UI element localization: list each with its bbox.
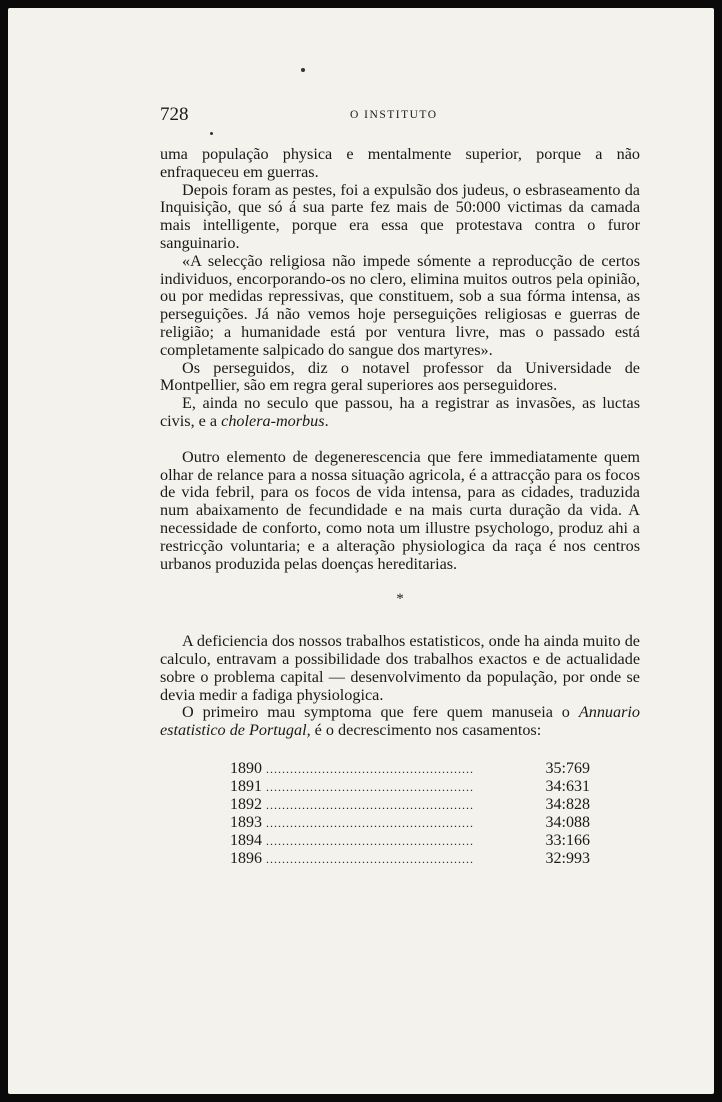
table-row: [230, 760, 590, 778]
paragraph: Os perseguidos, diz o notavel professor da Universidade de Montpellier, são em regra geral superiores aos perseguidores.: [160, 358, 640, 395]
paragraph: A deficiencia dos nossos trabalhos estatisticos, onde ha ainda muito de calculo, entravam a possibilidade dos trabalhos exactos e de actualidade sobre o problema capital — desenvolvimento da população, por onde se devia medir a fadiga physiologica.: [160, 632, 640, 704]
table-value: 34:631: [545, 777, 590, 795]
table-value: 33:166: [545, 831, 590, 849]
paragraph-text: E, ainda no seculo que passou, ha a registrar as invasões, as luctas civis, e a: [160, 394, 640, 430]
marriages-table: [230, 760, 590, 868]
book-page: [8, 8, 714, 1094]
leader-dots: ....................................................: [266, 761, 474, 776]
ink-speck: [301, 68, 305, 72]
leader-dots: ....................................................: [266, 833, 474, 848]
paragraph-text: é o decrescimento nos casamentos:: [310, 721, 542, 740]
table-row: [230, 778, 590, 796]
table-value: 35:769: [545, 759, 590, 777]
table-year: 1891: [230, 777, 262, 795]
table-row: [230, 796, 590, 814]
table-year: 1890: [230, 759, 262, 777]
table-value: 34:088: [545, 813, 590, 831]
body-text: [160, 146, 640, 740]
quoted-paragraph: «A selecção religiosa não impede sómente a reproducção de certos individuos, encorporando-os no clero, elimina muitos outros pela opinião, ou por medidas repressivas, que constituem, sob a sua fórma intensa, as perseguições. Já não vemos hoje perseguições religiosas e guerras de religião; a humanidade está por ventura livre, mas o passado está completamente salpicado do sangue dos martyres».: [160, 251, 640, 359]
paragraph: Depois foram as pestes, foi a expulsão dos judeus, o esbraseamento da Inquisição, que só á sua parte fez mais de 50:000 victimas da camada mais intelligente, porque era essa que protestava contra o furor sanguinario.: [160, 180, 640, 252]
running-head: [160, 104, 640, 132]
paragraph-text: .: [324, 411, 329, 430]
table-value: 34:828: [545, 795, 590, 813]
leader-dots: ....................................................: [266, 797, 474, 812]
section-gap: [160, 431, 640, 449]
table-row: [230, 832, 590, 850]
paragraph: Outro elemento de degenerescencia que fere immediatamente quem olhar de relance para a nossa situação agricola, é a attracção para os focos de vida febril, para os focos de vida intensa, para as cidades, traduzida num abaixamento de fecundidade e na mais curta duração da vida. A necessidade de conforto, como nota um illustre psychologo, produz ahi a restricção voluntaria; e a alteração physiologica da raça é nos centros urbanos produzida pelas doenças hereditarias.: [160, 447, 640, 573]
page-content: [160, 104, 640, 868]
table-row: [230, 814, 590, 832]
section-separator: *: [396, 591, 404, 608]
page-number: 728: [160, 104, 189, 125]
table-year: 1892: [230, 795, 262, 813]
leader-dots: ....................................................: [266, 779, 474, 794]
paragraph: [160, 395, 640, 431]
italic-title: Annuario estatistico de Portugal,: [160, 703, 640, 740]
table-year: 1894: [230, 831, 262, 849]
journal-title: O INSTITUTO: [350, 109, 438, 121]
table-year: 1896: [230, 849, 262, 867]
table-row: [230, 850, 590, 868]
leader-dots: ....................................................: [266, 815, 474, 830]
table-value: 32:993: [545, 849, 590, 867]
italic-term: cholera-morbus: [221, 411, 325, 430]
leader-dots: ....................................................: [266, 851, 474, 866]
paragraph-text: O primeiro mau symptoma que fere quem manuseia o: [182, 703, 579, 722]
paragraph: uma população physica e mentalmente superior, porque a não enfraqueceu em guerras.: [160, 145, 640, 181]
table-year: 1893: [230, 813, 262, 831]
paragraph: [160, 704, 640, 740]
